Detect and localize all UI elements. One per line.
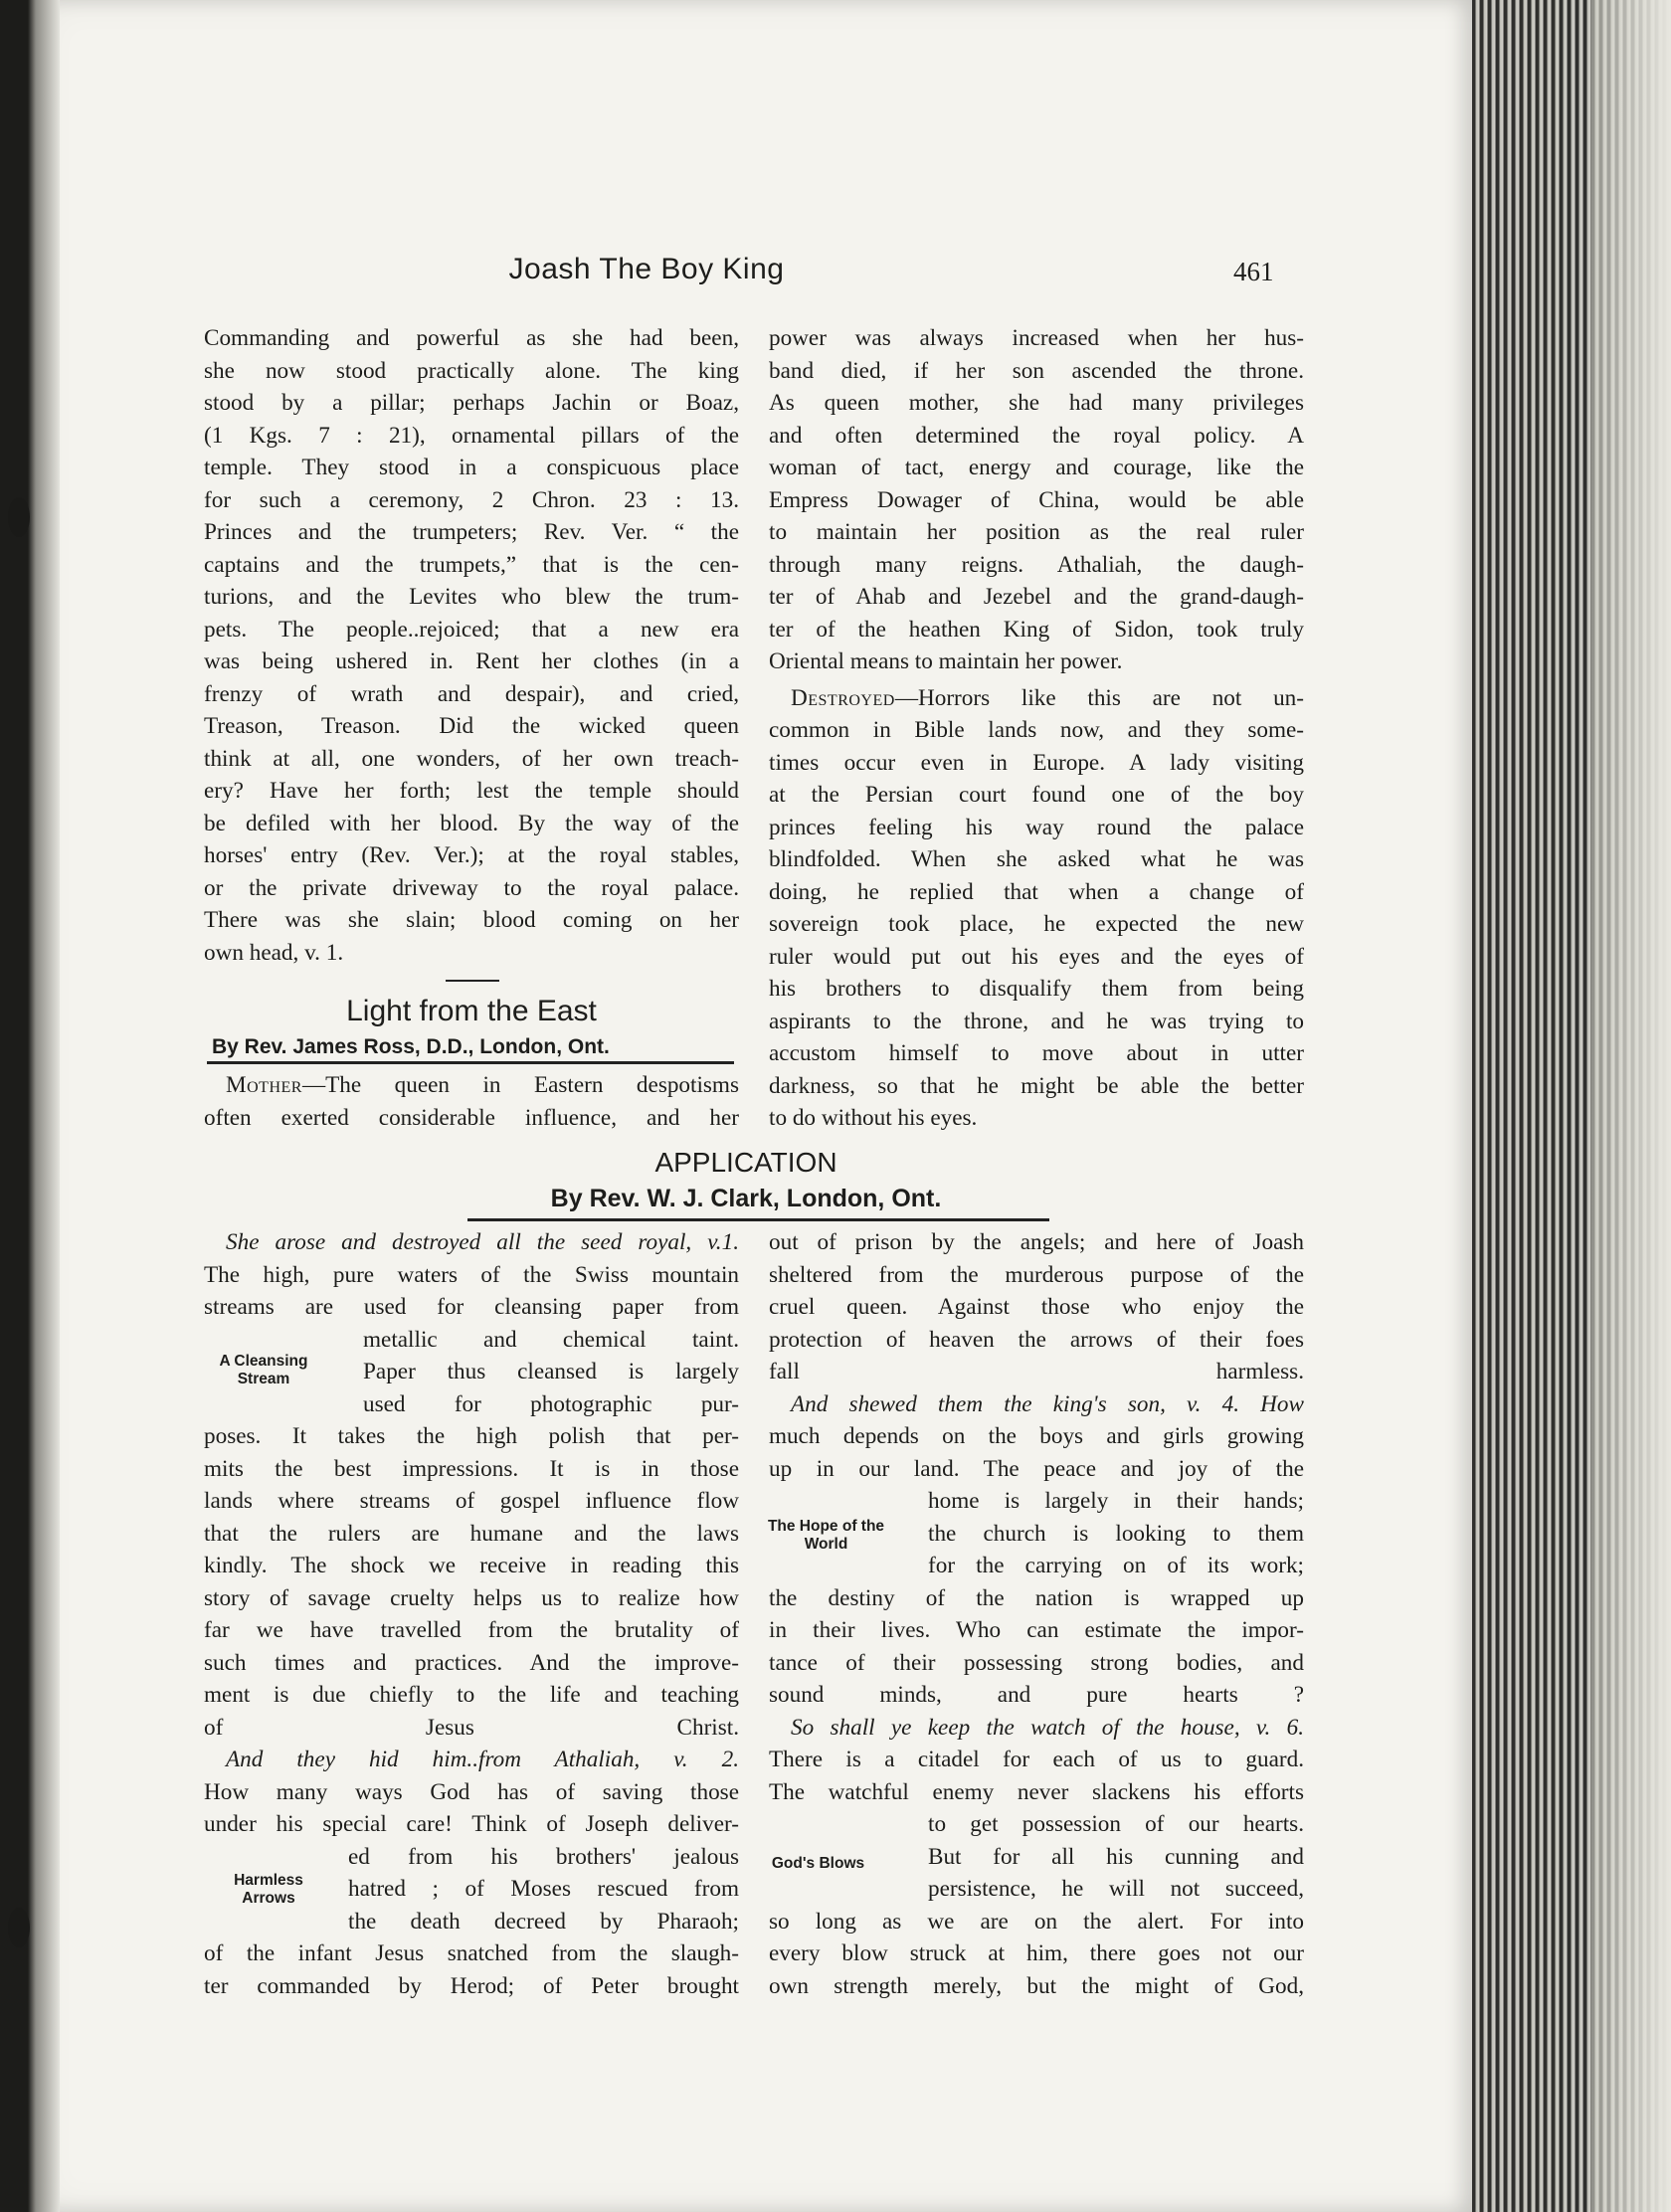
text-line: streams are used for cleansing paper from <box>204 1294 739 1320</box>
text-line: There is a citadel for each of us to guard. <box>769 1747 1304 1772</box>
text-line: through many reigns. Athaliah, the daugh- <box>769 551 1304 578</box>
text-line: such times and practices. And the improve- <box>204 1649 739 1676</box>
text-line: up in our land. The peace and joy of the <box>769 1455 1304 1482</box>
text-line: the death decreed by Pharaoh; <box>348 1908 739 1935</box>
text-line: so long as we are on the alert. For into <box>769 1908 1304 1935</box>
text-line: ruler would put out his eyes and the eyes of <box>769 943 1304 970</box>
text-line: horses' entry (Rev. Ver.); at the royal stables, <box>204 842 739 868</box>
text-line: and often determined the royal policy. A <box>769 422 1304 449</box>
text-line: was being ushered in. Rent her clothes (in a <box>204 648 739 674</box>
text-line: Empress Dowager of China, would be able <box>769 486 1304 513</box>
paragraph-first-line: —The queen in Eastern despotisms <box>301 1072 739 1098</box>
sidenote-harmless-arrows: Harmless Arrows <box>234 1872 303 1907</box>
text-line: protection of heaven the arrows of their foes <box>769 1326 1304 1353</box>
text-line: home is largely in their hands; <box>928 1488 1304 1514</box>
text-line: How many ways God has of saving those <box>204 1778 739 1805</box>
text-line: princes feeling his way round the palace <box>769 814 1304 840</box>
text-line: power was always increased when her hus- <box>769 325 1304 351</box>
text-line: stood by a pillar; perhaps Jachin or Boaz, <box>204 390 739 416</box>
text-line: She arose and destroyed all the seed royal, v.1. <box>226 1229 739 1255</box>
text-line: much depends on the boys and girls growing <box>769 1423 1304 1449</box>
page-header <box>0 253 1472 292</box>
text-line: Paper thus cleansed is largely <box>363 1359 739 1384</box>
text-line <box>204 1069 739 1102</box>
text-line: ment is due chiefly to the life and teaching <box>204 1682 739 1708</box>
section-divider <box>446 980 499 982</box>
text-line: But for all his cunning and <box>928 1843 1304 1870</box>
text-line: used for photographic pur- <box>363 1390 739 1417</box>
text-line: cruel queen. Against those who enjoy the <box>769 1294 1304 1320</box>
sidenote-gods-blows: God's Blows <box>771 1855 865 1872</box>
text-line: poses. It takes the high polish that per- <box>204 1423 739 1449</box>
application-byline: By Rev. W. J. Clark, London, Ont. <box>550 1185 942 1212</box>
text-line: persistence, he will not succeed, <box>928 1876 1304 1902</box>
sidenote-cleansing-stream: A Cleansing Stream <box>219 1353 308 1387</box>
text-line: the destiny of the nation is wrapped up <box>769 1584 1304 1611</box>
text-line: every blow struck at him, there goes not our <box>769 1940 1304 1966</box>
text-line: pets. The people..rejoiced; that a new era <box>204 616 739 643</box>
light-from-east-byline: By Rev. James Ross, D.D., London, Ont. <box>212 1035 610 1058</box>
text-line: metallic and chemical taint. <box>363 1326 739 1353</box>
text-line: As queen mother, she had many privileges <box>769 390 1304 416</box>
text-line: The high, pure waters of the Swiss mountain <box>204 1261 739 1288</box>
text-line: for the carrying on of its work; <box>928 1553 1304 1578</box>
light-from-east-title: Light from the East <box>346 995 597 1027</box>
text-line: And they hid him..from Athaliah, v. 2. <box>226 1747 739 1772</box>
text-line: that the rulers are humane and the laws <box>204 1520 739 1547</box>
text-line: woman of tact, energy and courage, like the <box>769 455 1304 480</box>
text-line <box>769 682 1304 715</box>
text-line: Treason, Treason. Did the wicked queen <box>204 713 739 739</box>
text-line: sound minds, and pure hearts ? <box>769 1682 1304 1708</box>
text-line: sovereign took place, he expected the new <box>769 911 1304 937</box>
text-line: to maintain her position as the real ruler <box>769 519 1304 545</box>
paragraph-lead: Destroyed <box>791 684 895 711</box>
text-line: under his special care! Think of Joseph deliver- <box>204 1811 739 1837</box>
text-line: far we have travelled from the brutality of <box>204 1617 739 1643</box>
text-line: tance of their possessing strong bodies, and <box>769 1649 1304 1676</box>
text-line: ery? Have her forth; lest the temple should <box>204 778 739 804</box>
text-line: to do without his eyes. <box>769 1105 978 1131</box>
text-line: accustom himself to move about in utter <box>769 1040 1304 1066</box>
text-line: own head, v. 1. <box>204 939 344 966</box>
text-line: temple. They stood in a conspicuous place <box>204 455 739 480</box>
text-line: in their lives. Who can estimate the impor- <box>769 1617 1304 1643</box>
text-line: Oriental means to maintain her power. <box>769 648 1123 674</box>
text-line: think at all, one wonders, of her own treach- <box>204 745 739 772</box>
text-line: And shewed them the king's son, v. 4. How <box>791 1390 1304 1417</box>
text-line: (1 Kgs. 7 : 21), ornamental pillars of the <box>204 422 739 449</box>
text-line: aspirants to the throne, and he was trying to <box>769 1008 1304 1034</box>
text-line: his brothers to disqualify them from being <box>769 976 1304 1002</box>
text-line: ter of Ahab and Jezebel and the grand-daugh- <box>769 584 1304 610</box>
text-line: There was she slain; blood coming on her <box>204 907 739 933</box>
text-line: own strength merely, but the might of God, <box>769 1972 1304 1999</box>
text-line: she now stood practically alone. The king <box>204 357 739 384</box>
text-line: So shall ye keep the watch of the house, v. 6. <box>791 1714 1304 1741</box>
byline-rule <box>207 1061 734 1064</box>
text-line: the church is looking to them <box>928 1520 1304 1547</box>
text-line: kindly. The shock we receive in reading this <box>204 1553 739 1578</box>
text-line: be defiled with her blood. By the way of the <box>204 810 739 836</box>
text-line: common in Bible lands now, and they some- <box>769 717 1304 743</box>
text-line: at the Persian court found one of the boy <box>769 782 1304 808</box>
text-line: to get possession of our hearts. <box>928 1811 1304 1837</box>
text-line: doing, he replied that when a change of <box>769 878 1304 905</box>
page-binding <box>0 0 60 2212</box>
text-line: or the private driveway to the royal palace. <box>204 874 739 901</box>
binding-hole <box>8 497 30 537</box>
text-line: The watchful enemy never slackens his efforts <box>769 1778 1304 1805</box>
application-title: APPLICATION <box>654 1147 837 1178</box>
running-head: Joash The Boy King <box>508 253 785 285</box>
text-line: lands where streams of gospel influence flow <box>204 1488 739 1514</box>
text-line: story of savage cruelty helps us to realize how <box>204 1584 739 1611</box>
text-line: frenzy of wrath and despair), and cried, <box>204 680 739 707</box>
text-line: band died, if her son ascended the throne. <box>769 357 1304 384</box>
text-line: turions, and the Levites who blew the trum- <box>204 584 739 610</box>
sidenote-hope-of-world: The Hope of the World <box>767 1518 885 1553</box>
paragraph-first-line: —Horrors like this are not un- <box>894 684 1304 711</box>
application-rule <box>467 1218 1049 1221</box>
text-line: blindfolded. When she asked what he was <box>769 846 1304 872</box>
text-line: for such a ceremony, 2 Chron. 23 : 13. <box>204 486 739 513</box>
text-line: of the infant Jesus snatched from the slaugh- <box>204 1940 739 1966</box>
text-line: Commanding and powerful as she had been, <box>204 325 739 351</box>
page-edge-shade <box>1591 0 1671 2212</box>
text-line: out of prison by the angels; and here of Joash <box>769 1229 1304 1255</box>
text-line: hatred ; of Moses rescued from <box>348 1876 739 1902</box>
page-number: 461 <box>1233 257 1274 286</box>
binding-hole <box>8 1908 30 1947</box>
text-line: captains and the trumpets,” that is the cen- <box>204 551 739 578</box>
text-line: fall harmless. <box>769 1359 1304 1384</box>
text-line: times occur even in Europe. A lady visiting <box>769 749 1304 776</box>
text-line: Princes and the trumpeters; Rev. Ver. “ the <box>204 519 739 545</box>
paragraph-lead: Mother <box>226 1072 302 1098</box>
text-line: ter of the heathen King of Sidon, took truly <box>769 616 1304 643</box>
text-line: ter commanded by Herod; of Peter brought <box>204 1972 739 1999</box>
text-line: darkness, so that he might be able the better <box>769 1072 1304 1099</box>
text-line: mits the best impressions. It is in those <box>204 1455 739 1482</box>
text-line: sheltered from the murderous purpose of the <box>769 1261 1304 1288</box>
text-line: of Jesus Christ. <box>204 1714 739 1741</box>
text-line: often exerted considerable influence, and her <box>204 1104 739 1131</box>
text-line: ed from his brothers' jealous <box>348 1843 739 1870</box>
